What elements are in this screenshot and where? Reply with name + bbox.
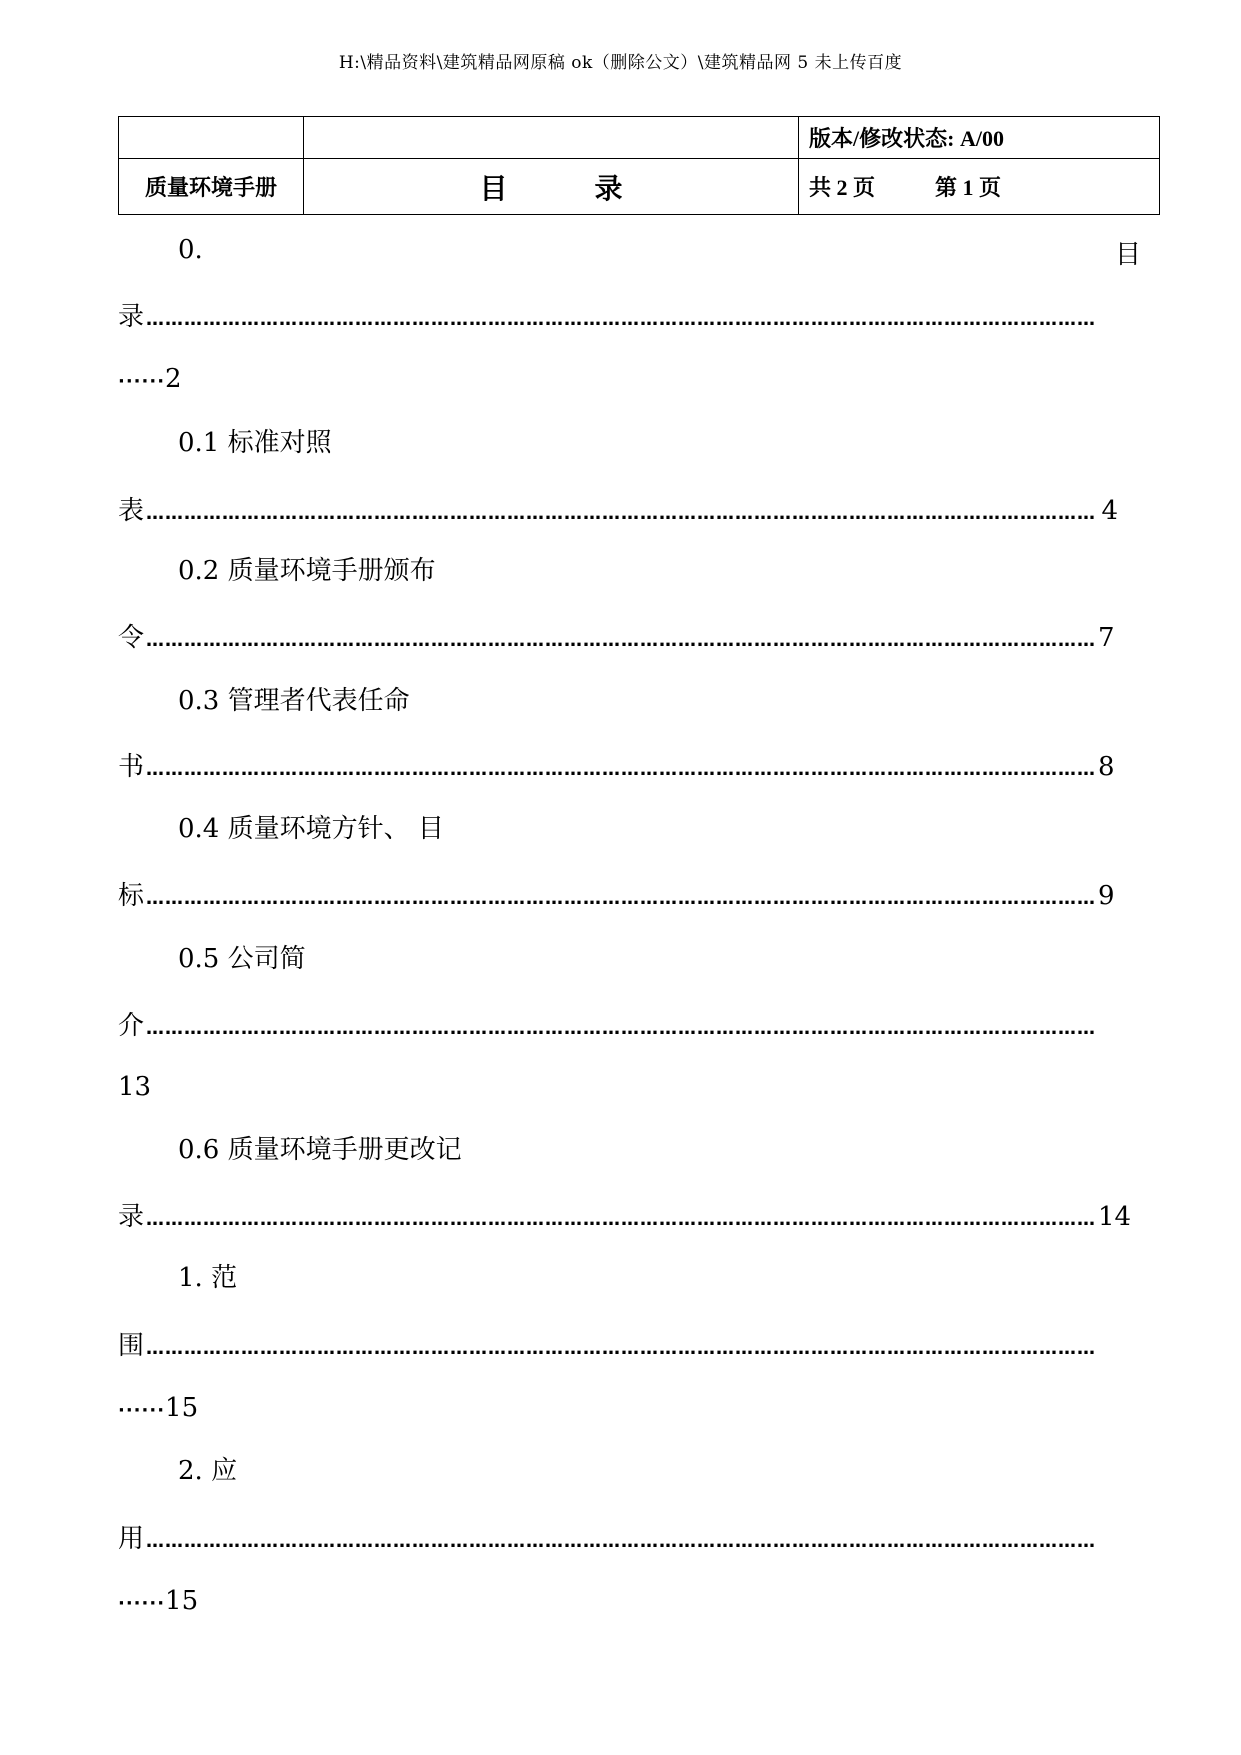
toc-entry-label: 2. 应 <box>178 1456 238 1486</box>
dot-leader: …………………………………………………………………………………………………………………………………… <box>146 759 1097 780</box>
dot-leader: …………………………………………………………………………………………………………………………………… <box>146 1018 1097 1039</box>
toc-entry-label: 0.2 质量环境手册颁布 <box>178 556 436 586</box>
toc-page-continuation: ······15 <box>118 1586 199 1616</box>
toc-entry-label: 1. 范 <box>178 1263 238 1293</box>
toc-lead-char: 标 <box>118 881 145 911</box>
toc-lead-char: 令 <box>118 623 145 653</box>
current-page: 第 1 页 <box>935 175 1002 200</box>
version-status: 版本/修改状态: A/00 <box>799 117 1160 159</box>
dot-leader: …………………………………………………………………………………………………………………………………… <box>146 630 1097 651</box>
toc-page-number: 9 <box>1098 881 1115 911</box>
toc-leader-row[interactable] <box>118 617 1115 653</box>
toc-page-number: 4 <box>1101 496 1118 526</box>
toc-lead-char: 用 <box>118 1524 145 1554</box>
dot-leader: …………………………………………………………………………………………………………………………………… <box>146 1209 1097 1230</box>
toc-entry-label: 0.4 质量环境方针、 目 <box>178 814 444 844</box>
toc-leader-row[interactable] <box>118 296 1180 332</box>
toc-page-number: 14 <box>1098 1202 1132 1232</box>
toc-lead-char: 录 <box>118 1202 145 1232</box>
toc-entry-label: 0. <box>178 235 203 265</box>
toc-page-continuation: ······15 <box>118 1393 199 1423</box>
toc-entry-label: 0.5 公司简 <box>178 944 306 974</box>
toc-page-number: 15 <box>165 1393 199 1423</box>
dot-leader: …………………………………………………………………………………………………………………………………… <box>146 1531 1097 1552</box>
dot-leader: …………………………………………………………………………………………………………………………………… <box>146 888 1097 909</box>
toc-page-continuation: ······2 <box>118 364 182 394</box>
toc-lead-char: 介 <box>118 1011 145 1041</box>
file-path-header: H:\精品资料\建筑精品网原稿 ok（删除公文）\建筑精品网 5 未上传百度 <box>338 53 903 73</box>
toc-entry-label: 0.1 标准对照 <box>178 428 332 458</box>
total-pages: 共 2 页 <box>809 175 876 200</box>
header-empty-cell <box>119 117 304 159</box>
toc-entry-label: 0.3 管理者代表任命 <box>178 686 410 716</box>
toc-leader-row[interactable] <box>118 1196 1132 1232</box>
toc-page-continuation <box>118 1072 151 1102</box>
toc-lead-char: 录 <box>118 302 145 332</box>
toc-page-number: 8 <box>1098 752 1115 782</box>
toc-entry-label-tail: 目 <box>1115 240 1142 270</box>
dot-leader: …………………………………………………………………………………………………………………………………… <box>146 503 1097 524</box>
toc-lead-char: 围 <box>118 1331 145 1361</box>
toc-page-number: 13 <box>118 1072 152 1102</box>
toc-page-number: 2 <box>165 364 182 394</box>
toc-lead-char: 书 <box>118 752 145 782</box>
dot-leader: …………………………………………………………………………………………………………………………………… <box>146 309 1097 330</box>
document-title: 目 录 <box>304 159 799 215</box>
toc-lead-char: 表 <box>118 496 145 526</box>
page-info <box>799 159 1160 215</box>
toc-entry-label: 0.6 质量环境手册更改记 <box>178 1135 462 1165</box>
toc-page-number: 15 <box>165 1586 199 1616</box>
toc-page-number: 7 <box>1098 623 1115 653</box>
toc-leader-row[interactable] <box>118 1325 1174 1361</box>
manual-name: 质量环境手册 <box>119 159 304 215</box>
dot-leader: …………………………………………………………………………………………………………………………………… <box>146 1338 1097 1359</box>
toc-leader-row[interactable] <box>118 875 1115 911</box>
toc-leader-row[interactable] <box>118 746 1115 782</box>
header-empty-cell <box>304 117 799 159</box>
toc-leader-row[interactable] <box>118 1518 1174 1554</box>
document-header-table <box>118 116 1160 215</box>
toc-leader-row[interactable] <box>118 490 1118 526</box>
toc-leader-row[interactable] <box>118 1005 1144 1041</box>
